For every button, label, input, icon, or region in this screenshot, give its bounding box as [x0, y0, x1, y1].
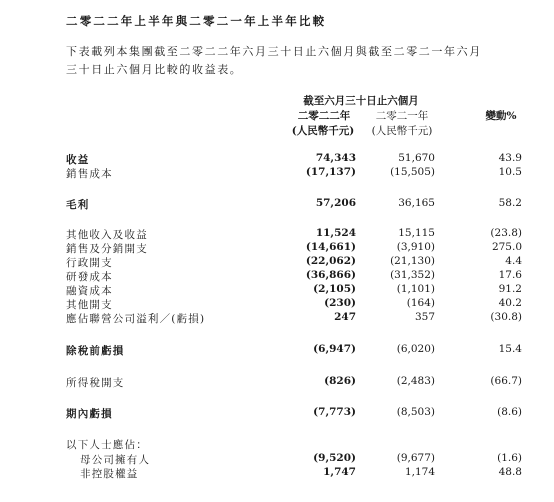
section-heading: 二零二二年上半年與二零二一年上半年比較	[66, 14, 327, 28]
row-label: 行政開支	[66, 257, 113, 269]
table-row	[0, 255, 554, 269]
row-change: (66.7)	[490, 375, 522, 387]
table-row	[0, 166, 554, 180]
row-value-2022: (17,137)	[305, 166, 356, 178]
table-row	[0, 375, 554, 389]
row-label: 以下人士應佔：	[66, 439, 148, 451]
row-value-2022: 57,206	[315, 197, 356, 209]
row-change: 58.2	[498, 197, 522, 209]
row-value-2022: (22,062)	[305, 255, 356, 267]
row-value-2022: 74,343	[315, 152, 356, 164]
row-value-2021: (6,020)	[396, 343, 435, 355]
row-change: 10.5	[498, 166, 522, 178]
row-change: (8.6)	[497, 406, 522, 418]
row-value-2021: 15,115	[398, 227, 435, 239]
row-label: 應佔聯營公司溢利／(虧損)	[66, 313, 206, 325]
row-change: 15.4	[498, 343, 522, 355]
row-value-2021: 36,165	[398, 197, 435, 209]
row-value-2022: (230)	[324, 297, 356, 309]
table-row	[0, 283, 554, 297]
unit-prior-header: (人民幣千元)	[371, 125, 433, 137]
row-value-2022: (6,947)	[313, 343, 356, 355]
row-value-2021: (2,483)	[396, 375, 435, 387]
row-value-2022: 11,524	[315, 227, 356, 239]
row-value-2021: (8,503)	[396, 406, 435, 418]
row-change: 17.6	[498, 269, 522, 281]
row-label: 母公司擁有人	[80, 454, 151, 466]
table-row	[0, 452, 554, 466]
row-value-2021: (164)	[406, 297, 435, 309]
row-label: 收益	[66, 154, 90, 166]
table-row	[0, 227, 554, 241]
table-row	[0, 311, 554, 325]
row-value-2021: (1,101)	[396, 283, 435, 295]
table-row	[0, 437, 554, 451]
row-label: 除稅前虧損	[66, 345, 125, 357]
table-row	[0, 152, 554, 166]
period-header: 截至六月三十日止六個月	[303, 95, 419, 107]
row-label: 其他開支	[66, 299, 113, 311]
row-value-2022: (36,866)	[305, 269, 356, 281]
row-value-2021: 1,174	[404, 466, 435, 478]
table-row	[0, 343, 554, 357]
row-value-2022: (826)	[324, 375, 356, 387]
unit-current-header: (人民幣千元)	[291, 125, 355, 137]
row-change: (1.6)	[497, 452, 522, 464]
intro-line-2: 三十日止六個月比較的收益表。	[66, 63, 243, 76]
row-change: 4.4	[505, 255, 522, 267]
year-prior-header: 二零二一年	[375, 110, 429, 122]
row-value-2021: (21,130)	[390, 255, 435, 267]
table-row	[0, 269, 554, 283]
row-label: 銷售成本	[66, 168, 113, 180]
row-label: 融資成本	[66, 285, 113, 297]
intro-line-1: 下表載列本集團截至二零二二年六月三十日止六個月與截至二零二一年六月	[66, 45, 482, 58]
row-value-2021: (31,352)	[390, 269, 435, 281]
row-label: 毛利	[66, 199, 90, 211]
row-label: 所得稅開支	[66, 377, 125, 389]
row-value-2022: (7,773)	[313, 406, 356, 418]
row-value-2022: (9,520)	[313, 452, 356, 464]
row-change: (30.8)	[490, 311, 522, 323]
row-change: 91.2	[498, 283, 522, 295]
table-row	[0, 197, 554, 211]
year-current-header: 二零二二年	[297, 110, 351, 122]
row-change: 275.0	[491, 241, 522, 253]
change-header: 變動%	[485, 110, 517, 122]
row-change: (23.8)	[490, 227, 522, 239]
row-change: 40.2	[498, 297, 522, 309]
row-value-2021: 51,670	[398, 152, 435, 164]
table-row	[0, 297, 554, 311]
table-row	[0, 241, 554, 255]
row-label: 非控股權益	[80, 468, 139, 480]
row-value-2021: (3,910)	[396, 241, 435, 253]
row-label: 期內虧損	[66, 408, 113, 420]
table-row	[0, 466, 554, 480]
row-value-2022: (14,661)	[305, 241, 356, 253]
row-label: 研發成本	[66, 271, 113, 283]
row-label: 其他收入及收益	[66, 229, 148, 241]
row-label: 銷售及分銷開支	[66, 243, 148, 255]
row-value-2022: 1,747	[323, 466, 356, 478]
row-value-2022: 247	[334, 311, 356, 323]
row-value-2021: (15,505)	[390, 166, 435, 178]
row-change: 43.9	[498, 152, 522, 164]
row-change: 48.8	[498, 466, 522, 478]
row-value-2021: (9,677)	[396, 452, 435, 464]
row-value-2021: 357	[414, 311, 435, 323]
row-value-2022: (2,105)	[313, 283, 356, 295]
table-row	[0, 406, 554, 420]
